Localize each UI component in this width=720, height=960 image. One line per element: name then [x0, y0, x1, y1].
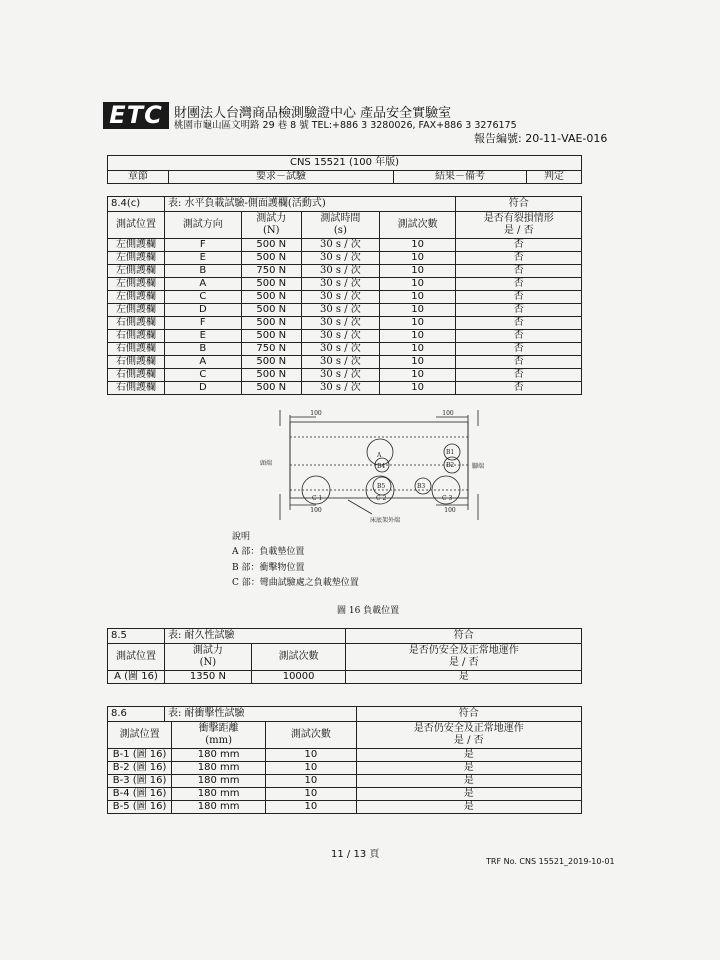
legend-title: 說明	[232, 532, 251, 542]
table-cell: A	[165, 356, 242, 369]
table-cell: 否	[456, 265, 582, 278]
table-cell: F	[165, 239, 242, 252]
table-cell: 10	[379, 239, 456, 252]
sec84-header-cell: 測試方向	[165, 212, 242, 239]
sec84-header-row	[108, 212, 582, 239]
table-cell: 750 N	[241, 265, 301, 278]
table-row	[108, 382, 582, 395]
table-row	[108, 265, 582, 278]
table-cell: 10	[379, 343, 456, 356]
table-cell: 500 N	[241, 382, 301, 395]
sec84-header-cell: 測試次數	[379, 212, 456, 239]
dim-100-tl: 100	[310, 410, 322, 417]
table-cell: 500 N	[241, 317, 301, 330]
table-cell: 10000	[251, 671, 346, 684]
table-cell: 10	[379, 317, 456, 330]
table-cell: 30 s / 次	[301, 343, 379, 356]
table-cell: 10	[266, 749, 357, 762]
table-cell: 10	[379, 369, 456, 382]
sec84-title: 表: 水平負載試驗-側面護欄(活動式)	[165, 197, 456, 212]
table-row	[108, 356, 582, 369]
standard-title: CNS 15521 (100 年版)	[108, 156, 582, 171]
table-row	[108, 343, 582, 356]
sec84-header-cell: 測試力 (N)	[241, 212, 301, 239]
label-B2: B2	[446, 462, 455, 469]
legend-b: B 部：衝擊物位置	[232, 563, 305, 573]
table-cell: D	[165, 382, 242, 395]
table-row	[108, 291, 582, 304]
load-position-diagram	[260, 410, 500, 530]
sec86-header-cell: 測試位置	[108, 722, 172, 749]
table-cell: C	[165, 369, 242, 382]
table-cell: 是	[356, 762, 581, 775]
foot-end-label: 腳端	[472, 463, 485, 470]
table-cell: 否	[456, 252, 582, 265]
table-cell: 右側護欄	[108, 382, 165, 395]
sec85-header-cell: 測試位置	[108, 644, 165, 671]
table-cell: 是	[356, 775, 581, 788]
table-cell: 是	[346, 671, 582, 684]
table-cell: 否	[456, 317, 582, 330]
col-verdict: 判定	[527, 171, 582, 184]
table-cell: 500 N	[241, 239, 301, 252]
table-cell: 左側護欄	[108, 304, 165, 317]
table-cell: 10	[379, 265, 456, 278]
dim-100-tr: 100	[442, 410, 454, 417]
table-row	[108, 239, 582, 252]
col-requirement: 要求－試驗	[169, 171, 394, 184]
table-cell: 否	[456, 382, 582, 395]
sec86-header-cell: 測試次數	[266, 722, 357, 749]
figure-caption: 圖 16 負載位置	[337, 606, 400, 616]
legend-a: A 部：負載墊位置	[232, 547, 305, 557]
table-cell: 否	[456, 304, 582, 317]
table-cell: 否	[456, 356, 582, 369]
sec84-table	[107, 196, 582, 395]
table-row	[108, 671, 582, 684]
label-C1: C 1	[312, 495, 323, 502]
table-cell: 否	[456, 343, 582, 356]
sec85-title: 表: 耐久性試驗	[165, 629, 346, 644]
table-cell: B	[165, 343, 242, 356]
sec86-verdict: 符合	[356, 707, 581, 722]
table-cell: 10	[379, 382, 456, 395]
table-cell: 750 N	[241, 343, 301, 356]
table-cell: 500 N	[241, 369, 301, 382]
org-address: 桃園市龜山區文明路 29 巷 8 號 TEL:+886 3 3280026, FAX+886 3 3276175	[174, 120, 517, 131]
page-number: 11 / 13 頁	[331, 849, 380, 860]
table-row	[108, 317, 582, 330]
label-B3: B3	[417, 483, 426, 490]
sec84-header-cell: 測試位置	[108, 212, 165, 239]
table-cell: 否	[456, 330, 582, 343]
sec84-header-cell: 是否有裂損情形 是 / 否	[456, 212, 582, 239]
table-cell: 10	[379, 252, 456, 265]
sec86-header-row	[108, 722, 582, 749]
table-cell: 180 mm	[172, 749, 266, 762]
table-cell: 30 s / 次	[301, 330, 379, 343]
table-cell: 30 s / 次	[301, 278, 379, 291]
dim-100-bl: 100	[310, 507, 322, 514]
table-cell: 500 N	[241, 304, 301, 317]
sec85-header-cell: 測試次數	[251, 644, 346, 671]
standard-header-table	[107, 155, 582, 184]
sec85-header-row	[108, 644, 582, 671]
table-cell: 否	[456, 291, 582, 304]
table-cell: 是	[356, 801, 581, 814]
table-row	[108, 369, 582, 382]
table-cell: 30 s / 次	[301, 291, 379, 304]
table-cell: 500 N	[241, 330, 301, 343]
bed-outer-label: 床底架外端	[370, 517, 401, 524]
table-cell: 500 N	[241, 278, 301, 291]
table-cell: A (圖 16)	[108, 671, 165, 684]
table-cell: B-5 (圖 16)	[108, 801, 172, 814]
sec85-header-cell: 是否仍安全及正常地運作 是 / 否	[346, 644, 582, 671]
table-cell: 180 mm	[172, 788, 266, 801]
table-row	[108, 749, 582, 762]
table-cell: 是	[356, 749, 581, 762]
table-cell: 180 mm	[172, 801, 266, 814]
sec84-header-cell: 測試時間 (s)	[301, 212, 379, 239]
table-cell: 30 s / 次	[301, 304, 379, 317]
table-cell: 30 s / 次	[301, 252, 379, 265]
table-cell: 10	[379, 304, 456, 317]
table-cell: 500 N	[241, 356, 301, 369]
table-cell: 30 s / 次	[301, 382, 379, 395]
head-end-label: 頭端	[260, 460, 273, 467]
table-cell: 180 mm	[172, 775, 266, 788]
table-cell: 10	[266, 801, 357, 814]
table-cell: B-2 (圖 16)	[108, 762, 172, 775]
table-cell: 左側護欄	[108, 252, 165, 265]
table-cell: 30 s / 次	[301, 369, 379, 382]
table-cell: 右側護欄	[108, 369, 165, 382]
table-row	[108, 775, 582, 788]
table-cell: E	[165, 252, 242, 265]
table-cell: 30 s / 次	[301, 239, 379, 252]
table-cell: 10	[379, 278, 456, 291]
label-C2: C 2	[376, 495, 387, 502]
table-cell: B-4 (圖 16)	[108, 788, 172, 801]
table-cell: D	[165, 304, 242, 317]
legend-c: C 部：彎曲試驗處之負載墊位置	[232, 578, 359, 588]
sec85-verdict: 符合	[346, 629, 582, 644]
table-row	[108, 801, 582, 814]
table-row	[108, 330, 582, 343]
label-B1: B1	[446, 449, 455, 456]
table-cell: 10	[266, 788, 357, 801]
table-cell: 右側護欄	[108, 330, 165, 343]
table-cell: C	[165, 291, 242, 304]
org-name: 財團法人台灣商品檢測驗證中心 產品安全實驗室	[174, 106, 452, 121]
table-row	[108, 788, 582, 801]
label-B4: B4	[377, 463, 386, 470]
table-cell: 左側護欄	[108, 239, 165, 252]
table-cell: 1350 N	[165, 671, 252, 684]
table-cell: B-3 (圖 16)	[108, 775, 172, 788]
col-section: 章節	[108, 171, 169, 184]
table-row	[108, 762, 582, 775]
sec86-clause: 8.6	[108, 707, 165, 722]
label-A: A	[377, 452, 382, 459]
table-cell: 是	[356, 788, 581, 801]
table-cell: A	[165, 278, 242, 291]
table-cell: 180 mm	[172, 762, 266, 775]
sec84-verdict: 符合	[456, 197, 582, 212]
table-cell: B-1 (圖 16)	[108, 749, 172, 762]
table-cell: 右側護欄	[108, 317, 165, 330]
table-cell: 否	[456, 369, 582, 382]
dim-100-br: 100	[444, 507, 456, 514]
table-cell: 右側護欄	[108, 356, 165, 369]
table-cell: E	[165, 330, 242, 343]
trf-number: TRF No. CNS 15521_2019-10-01	[486, 857, 615, 866]
table-cell: 10	[379, 356, 456, 369]
sec84-clause: 8.4(c)	[108, 197, 165, 212]
label-B5: B5	[377, 483, 386, 490]
table-cell: 否	[456, 278, 582, 291]
sec86-header-cell: 衝擊距離 (mm)	[172, 722, 266, 749]
table-cell: 左側護欄	[108, 291, 165, 304]
table-row	[108, 304, 582, 317]
table-cell: 10	[379, 330, 456, 343]
table-cell: 500 N	[241, 291, 301, 304]
table-row	[108, 252, 582, 265]
report-number: 報告編號: 20-11-VAE-016	[474, 132, 608, 145]
table-row	[108, 278, 582, 291]
table-cell: 10	[379, 291, 456, 304]
table-cell: 10	[266, 775, 357, 788]
sec85-clause: 8.5	[108, 629, 165, 644]
col-result: 結果－備考	[394, 171, 527, 184]
table-cell: 30 s / 次	[301, 317, 379, 330]
label-C3: C 3	[442, 495, 453, 502]
sec85-header-cell: 測試力 (N)	[165, 644, 252, 671]
table-cell: F	[165, 317, 242, 330]
table-cell: 30 s / 次	[301, 265, 379, 278]
table-cell: 10	[266, 762, 357, 775]
table-cell: 右側護欄	[108, 343, 165, 356]
sec86-table	[107, 706, 582, 814]
table-cell: 左側護欄	[108, 278, 165, 291]
etc-logo: ETC	[103, 102, 169, 129]
table-cell: B	[165, 265, 242, 278]
table-cell: 左側護欄	[108, 265, 165, 278]
table-cell: 否	[456, 239, 582, 252]
sec85-table	[107, 628, 582, 684]
sec86-header-cell: 是否仍安全及正常地運作 是 / 否	[356, 722, 581, 749]
table-cell: 30 s / 次	[301, 356, 379, 369]
table-cell: 500 N	[241, 252, 301, 265]
sec86-title: 表: 耐衝擊性試驗	[165, 707, 357, 722]
